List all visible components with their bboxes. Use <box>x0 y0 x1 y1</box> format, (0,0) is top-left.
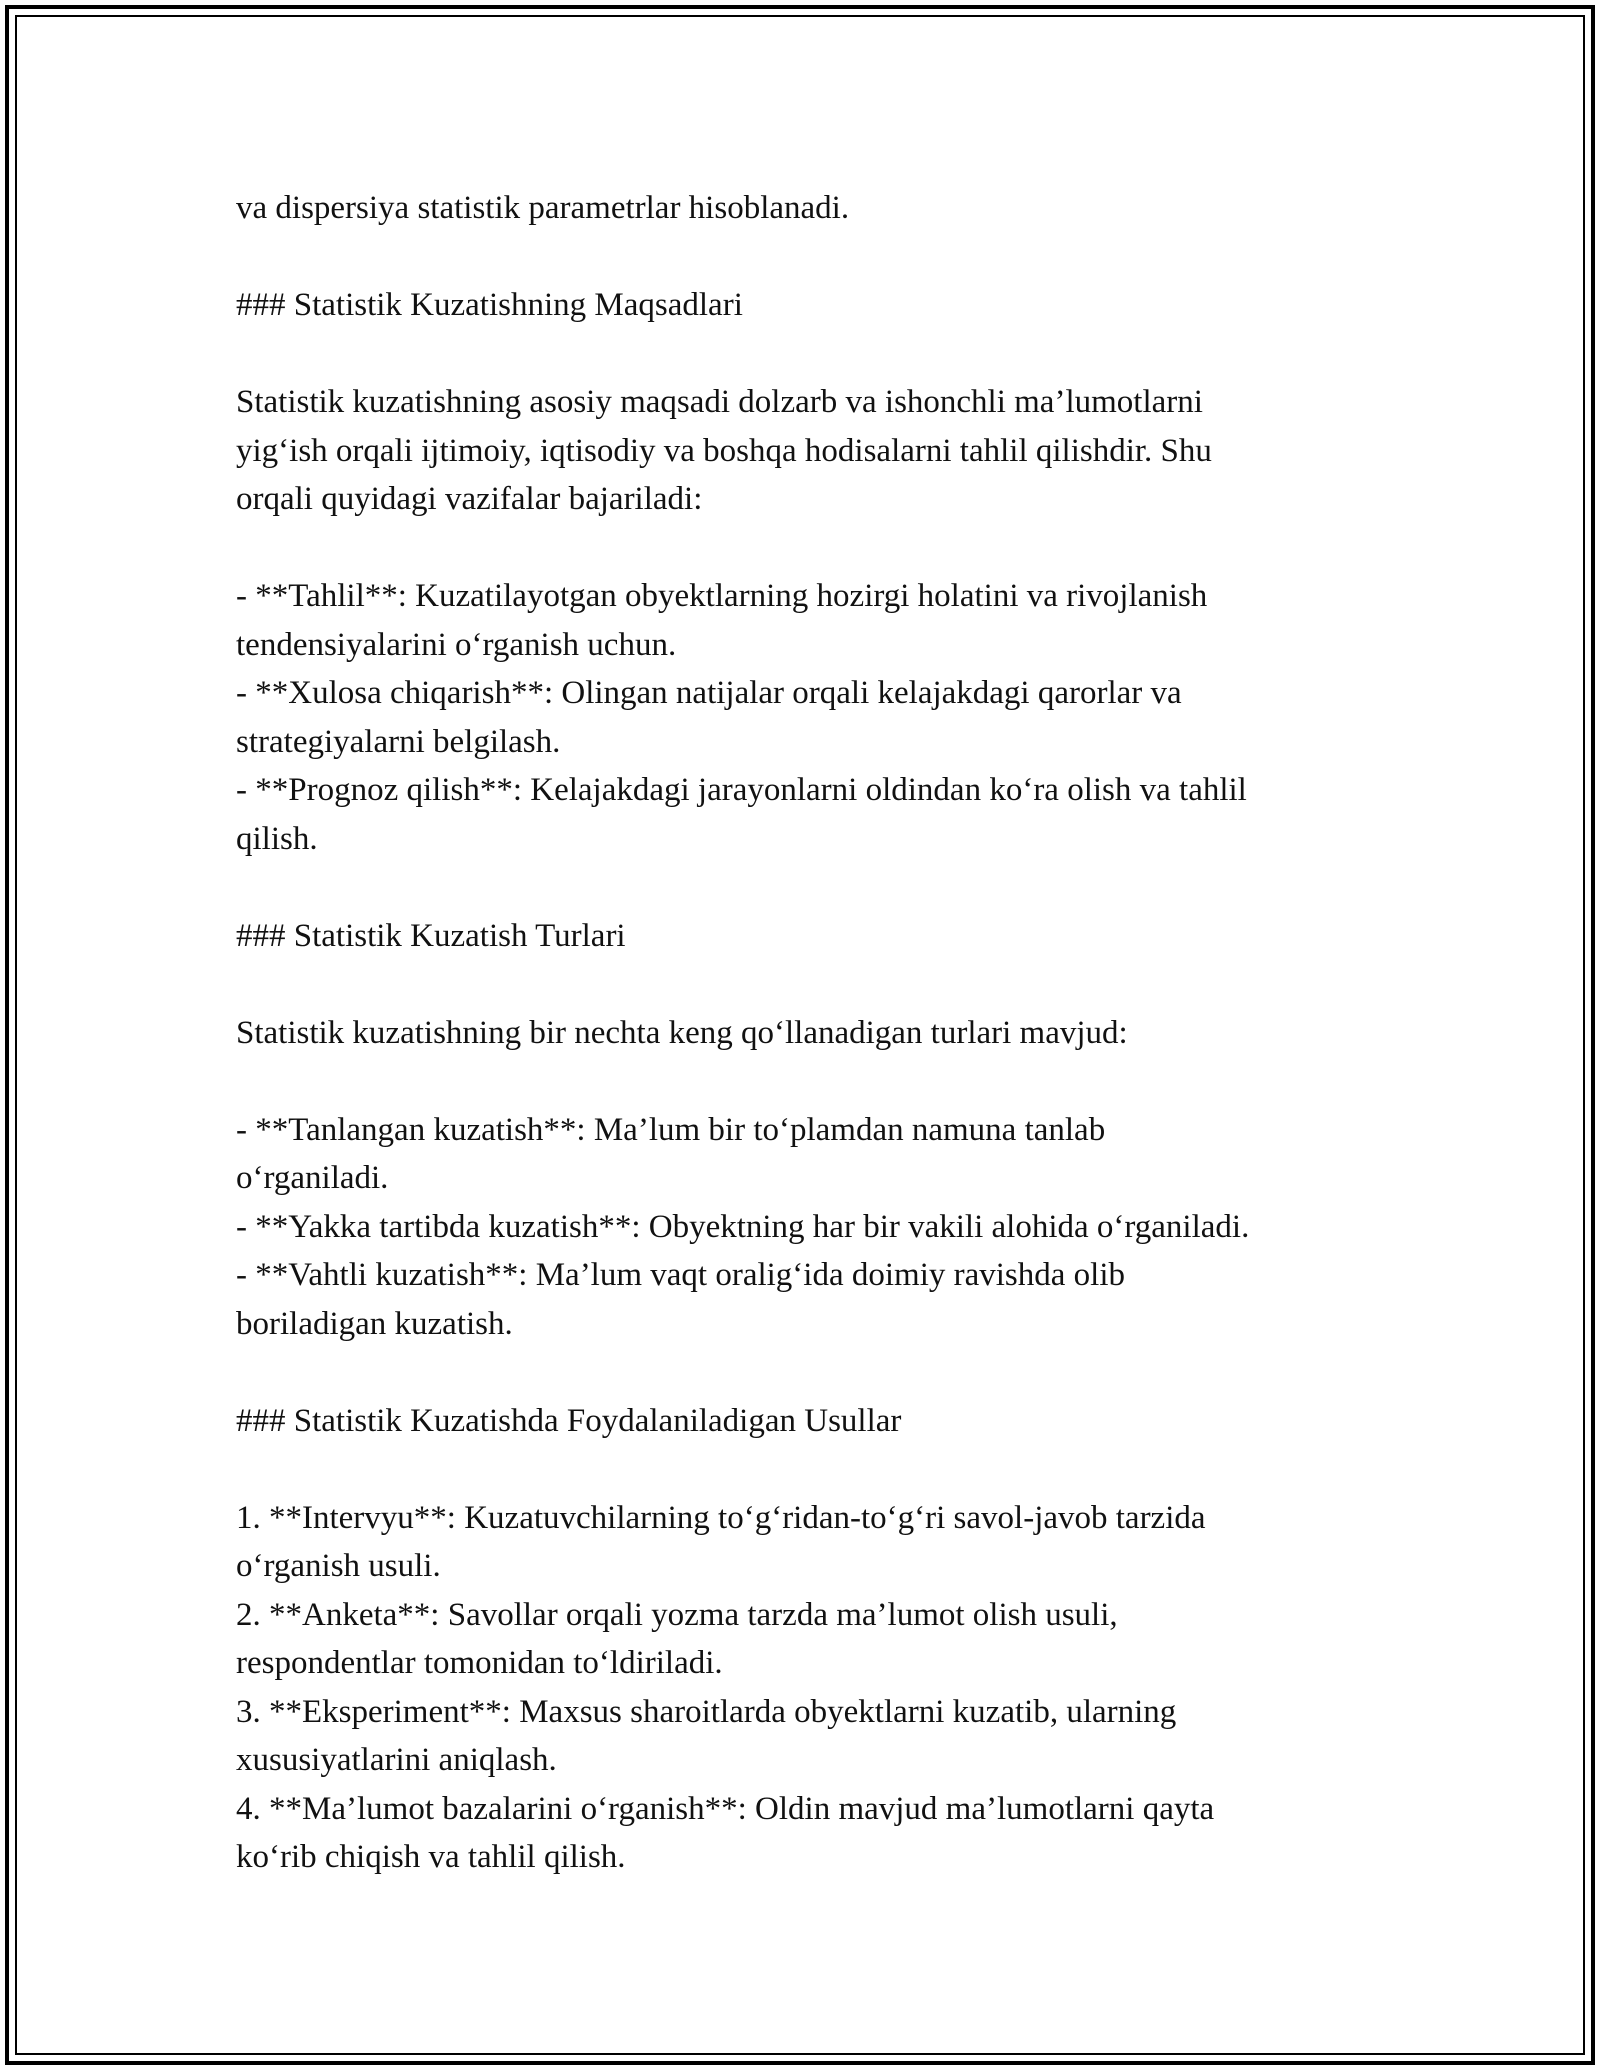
paragraph-line: Statistik kuzatishning bir nechta keng qo‘llanadigan turlari mavjud: <box>236 1014 1128 1051</box>
paragraph-line: orqali quyidagi vazifalar bajariladi: <box>236 481 703 517</box>
paragraph-turlari <box>236 1009 1396 1058</box>
blank-line <box>236 1445 1396 1494</box>
list-item-line: boriladigan kuzatish. <box>236 1305 513 1342</box>
blank-line <box>236 330 1396 379</box>
list-item-line: tendensiyalarini o‘rganish uchun. <box>236 626 677 663</box>
list-item-line: - **Vahtli kuzatish**: Ma’lum vaqt oralig‘ida doimiy ravishda olib <box>236 1257 1126 1293</box>
section-heading-turlari: ### Statistik Kuzatish Turlari <box>236 917 626 954</box>
blank-line <box>236 233 1396 282</box>
paragraph-line: Statistik kuzatishning asosiy maqsadi dolzarb va ishonchli ma’lumotlarni <box>236 384 1203 420</box>
list-item-line: 4. **Ma’lumot bazalarini o‘rganish**: Oldin mavjud ma’lumotlarni qayta <box>236 1790 1215 1827</box>
blank-line <box>236 524 1396 573</box>
list-item-line: - **Prognoz qilish**: Kelajakdagi jarayonlarni oldindan ko‘ra olish va tahlil <box>236 772 1247 808</box>
list-item-line: respondentlar tomonidan to‘ldiriladi. <box>236 1645 723 1681</box>
section-heading-usullar: ### Statistik Kuzatishda Foydalaniladigan Usullar <box>236 1402 902 1439</box>
list-item-line: 3. **Eksperiment**: Maxsus sharoitlarda obyektlarni kuzatib, ularning <box>236 1693 1177 1730</box>
list-turlari <box>236 1106 1396 1349</box>
list-item-line: - **Tahlil**: Kuzatilayotgan obyektlarning hozirgi holatini va rivojlanish <box>236 578 1208 614</box>
list-item-line: strategiyalarni belgilash. <box>236 723 561 760</box>
list-maqsadlari <box>236 572 1396 863</box>
list-item-line: o‘rganish usuli. <box>236 1548 441 1584</box>
blank-line <box>236 960 1396 1009</box>
paragraph-maqsadlari <box>236 378 1396 524</box>
section-heading-maqsadlari: ### Statistik Kuzatishning Maqsadlari <box>236 287 743 323</box>
list-item-line: ko‘rib chiqish va tahlil qilish. <box>236 1839 626 1875</box>
list-item-line: 2. **Anketa**: Savollar orqali yozma tarzda ma’lumot olish usuli, <box>236 1596 1118 1633</box>
document-body <box>236 184 1396 1882</box>
list-usullar <box>236 1494 1396 1882</box>
paragraph-line: yig‘ish orqali ijtimoiy, iqtisodiy va boshqa hodisalarni tahlil qilishdir. Shu <box>236 432 1212 469</box>
list-item-line: 1. **Intervyu**: Kuzatuvchilarning to‘g‘ridan-to‘g‘ri savol-javob tarzida <box>236 1499 1206 1536</box>
list-item-line: - **Xulosa chiqarish**: Olingan natijalar orqali kelajakdagi qarorlar va <box>236 675 1182 711</box>
list-item-line: - **Tanlangan kuzatish**: Ma’lum bir to‘plamdan namuna tanlab <box>236 1111 1106 1148</box>
list-item-line: - **Yakka tartibda kuzatish**: Obyektning har bir vakili alohida o‘rganiladi. <box>236 1208 1250 1245</box>
list-item-line: xususiyatlarini aniqlash. <box>236 1742 557 1778</box>
blank-line <box>236 1057 1396 1106</box>
blank-line <box>236 863 1396 912</box>
blank-line <box>236 1348 1396 1397</box>
list-item-line: o‘rganiladi. <box>236 1160 389 1196</box>
list-item-line: qilish. <box>236 820 318 857</box>
intro-line: va dispersiya statistik parametrlar hisoblanadi. <box>236 190 850 226</box>
